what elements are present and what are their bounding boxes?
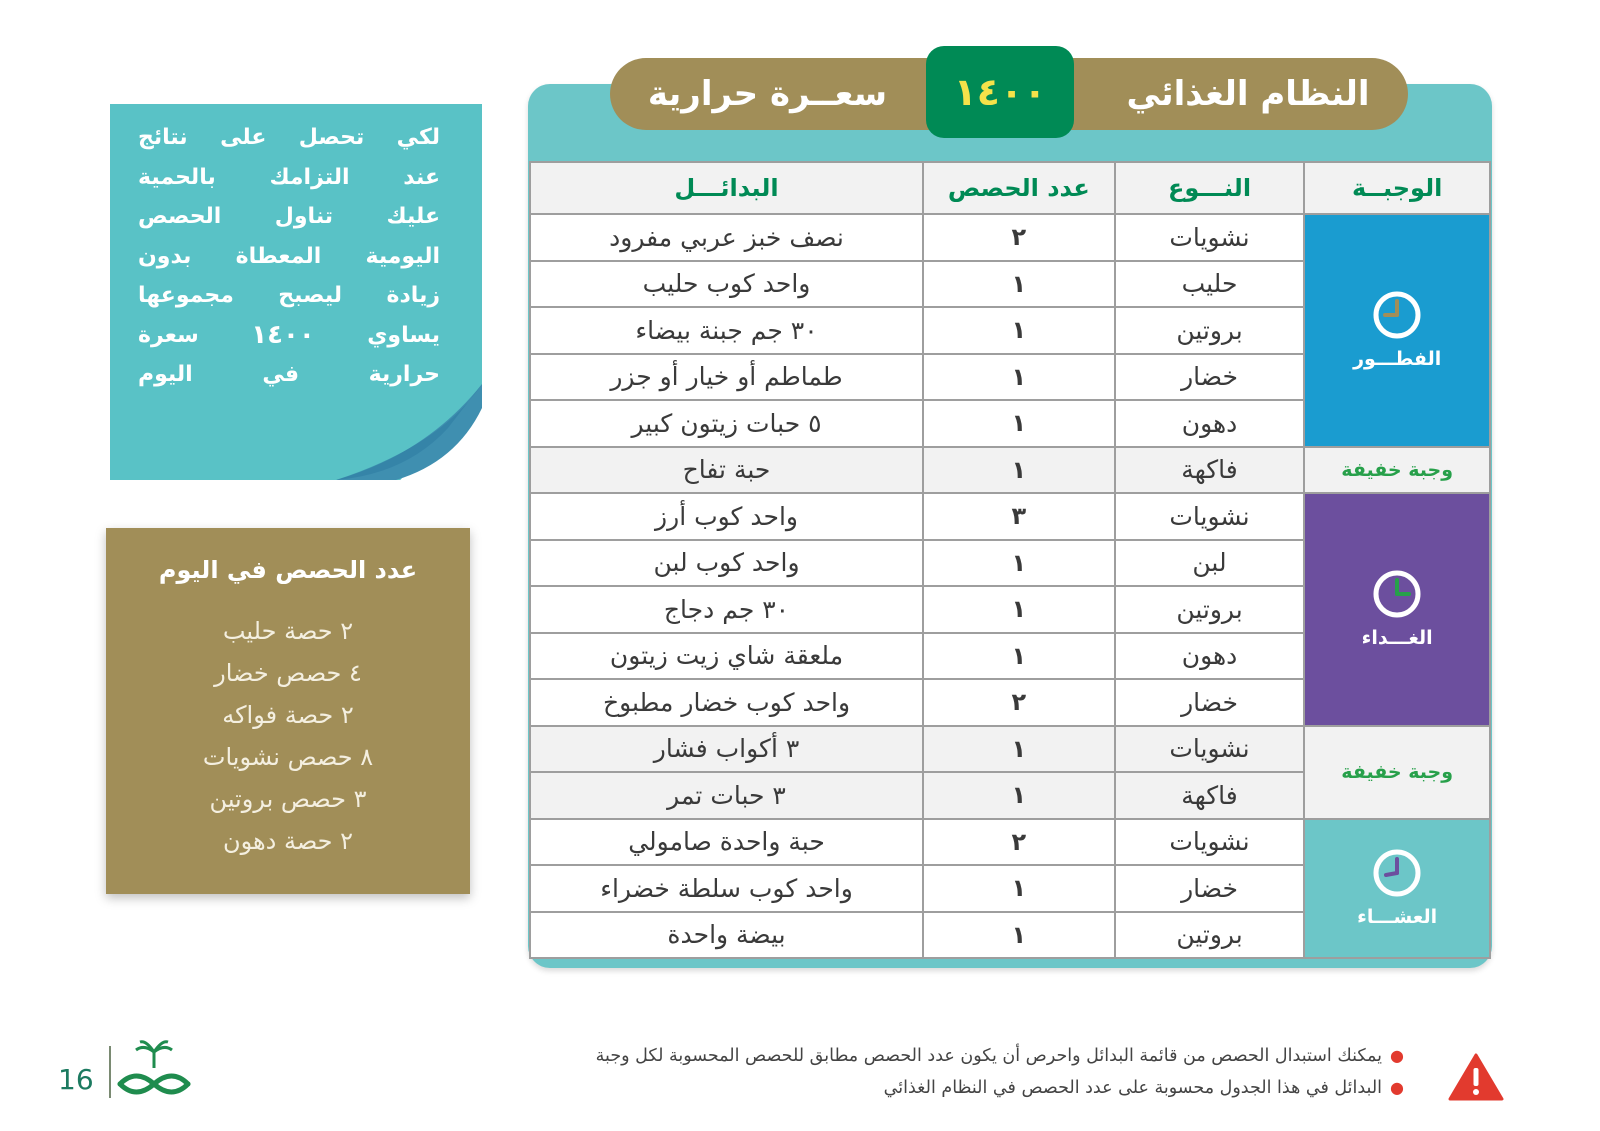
serving-count: ١: [923, 400, 1115, 447]
food-alternative: بيضة واحدة: [530, 912, 923, 959]
page-number: 16: [58, 1063, 94, 1096]
meal-cell-dinner: [1304, 819, 1490, 959]
serving-count: ١: [923, 865, 1115, 912]
serving-count: ١: [923, 726, 1115, 773]
ministry-logo-icon: [96, 1038, 192, 1100]
food-type: نشويات: [1115, 819, 1305, 866]
meal-cell-snack: وجبة خفيفة: [1304, 447, 1490, 494]
serving-count: ١: [923, 540, 1115, 587]
serving-item: ٢ حصة حليب: [222, 617, 354, 645]
footer-notes: [596, 1040, 1404, 1104]
table-row: [530, 447, 1490, 494]
serving-count: ١: [923, 772, 1115, 819]
food-type: نشويات: [1115, 214, 1305, 261]
page-curl-graphic: [336, 384, 482, 480]
meal-cell-breakfast: [1304, 214, 1490, 447]
advice-word: يساوي: [367, 322, 440, 348]
food-type: بروتين: [1115, 586, 1305, 633]
serving-count: ١: [923, 586, 1115, 633]
calories-label: سعــرة حرارية: [647, 74, 888, 114]
calories-badge: ١٤٠٠: [926, 46, 1074, 138]
table-row: [530, 214, 1490, 261]
serving-count: ١: [923, 633, 1115, 680]
meal-cell-lunch: [1304, 493, 1490, 726]
bullet-icon: ●: [1390, 1078, 1404, 1097]
serving-item: ٢ حصة فواكه: [222, 701, 354, 729]
food-alternative: واحد كوب حليب: [530, 261, 923, 308]
food-type: خضار: [1115, 865, 1305, 912]
food-type: لبن: [1115, 540, 1305, 587]
meal-label-dinner: العشـــاء: [1357, 906, 1438, 929]
clock-icon: [1372, 569, 1422, 619]
serving-count: ٢: [923, 679, 1115, 726]
servings-list: [106, 610, 470, 862]
column-header-alternatives: البدائـــل: [530, 162, 923, 214]
bullet-icon: ●: [1390, 1046, 1404, 1065]
food-alternative: واحد كوب سلطة خضراء: [530, 865, 923, 912]
diet-title: النظام الغذائي: [1126, 74, 1370, 114]
serving-item: ٢ حصة دهون: [222, 827, 354, 855]
meal-label-lunch: الغـــداء: [1361, 627, 1433, 650]
advice-line: [138, 316, 440, 356]
meal-label-breakfast: الفطـــور: [1353, 348, 1442, 371]
food-alternative: واحد كوب أرز: [530, 493, 923, 540]
serving-count: ١: [923, 354, 1115, 401]
food-alternative: حبة واحدة صامولي: [530, 819, 923, 866]
meal-cell-snack: وجبة خفيفة: [1304, 726, 1490, 819]
footer-note: [596, 1040, 1404, 1072]
table-row: [530, 726, 1490, 773]
warning-icon: [1448, 1052, 1504, 1102]
food-type: خضار: [1115, 679, 1305, 726]
serving-count: ٣: [923, 493, 1115, 540]
advice-line: زيادة ليصبح مجموعها: [138, 283, 440, 308]
footer-note: [596, 1072, 1404, 1104]
serving-item: ٤ حصص خضار: [214, 659, 362, 687]
diet-table: [529, 161, 1491, 959]
serving-count: ١: [923, 261, 1115, 308]
food-type: نشويات: [1115, 726, 1305, 773]
food-alternative: واحد كوب لبن: [530, 540, 923, 587]
food-type: دهون: [1115, 400, 1305, 447]
table-row: [530, 819, 1490, 866]
daily-servings-box: [106, 528, 470, 894]
serving-count: ١: [923, 912, 1115, 959]
footer-note-text: يمكنك استبدال الحصص من قائمة البدائل واحرص أن يكون عدد الحصص مطابق للحصص المحسوبة لكل وجبة: [595, 1046, 1383, 1066]
serving-count: ٢: [923, 214, 1115, 261]
food-type: بروتين: [1115, 912, 1305, 959]
food-type: حليب: [1115, 261, 1305, 308]
food-type: فاكهة: [1115, 447, 1305, 494]
clock-icon: [1372, 290, 1422, 340]
food-type: نشويات: [1115, 493, 1305, 540]
table-header-row: [530, 162, 1490, 214]
advice-line: عند التزامك بالحمية: [138, 164, 440, 190]
advice-line: اليومية المعطاة بدون: [138, 243, 440, 269]
clock-icon: [1372, 848, 1422, 898]
food-alternative: ٣٠ جم دجاج: [530, 586, 923, 633]
food-alternative: ٣ حبات تمر: [530, 772, 923, 819]
servings-title: عدد الحصص في اليوم: [158, 556, 418, 584]
advice-calories: ١٤٠٠: [251, 319, 315, 350]
food-type: دهون: [1115, 633, 1305, 680]
food-alternative: ٣ أكواب فشار: [530, 726, 923, 773]
advice-line: لكي تحصل على نتائج: [138, 125, 440, 150]
advice-line: عليك تناول الحصص: [138, 204, 440, 229]
table-row: [530, 493, 1490, 540]
serving-count: ١: [923, 307, 1115, 354]
food-alternative: ٣٠ جم جبنة بيضاء: [530, 307, 923, 354]
footer-note-text: البدائل في هذا الجدول محسوبة على عدد الحصص في النظام الغذائي: [883, 1078, 1383, 1098]
column-header-count: عدد الحصص: [923, 162, 1115, 214]
column-header-type: النـــوع: [1115, 162, 1305, 214]
food-type: بروتين: [1115, 307, 1305, 354]
food-alternative: حبة تفاح: [530, 447, 923, 494]
serving-item: ٣ حصص بروتين: [209, 785, 367, 813]
food-type: خضار: [1115, 354, 1305, 401]
serving-count: ١: [923, 447, 1115, 494]
advice-line: حرارية في اليوم: [138, 362, 440, 387]
food-alternative: طماطم أو خيار أو جزر: [530, 354, 923, 401]
serving-count: ٢: [923, 819, 1115, 866]
food-alternative: ٥ حبات زيتون كبير: [530, 400, 923, 447]
food-alternative: ملعقة شاي زيت زيتون: [530, 633, 923, 680]
food-alternative: واحد كوب خضار مطبوخ: [530, 679, 923, 726]
advice-word: سعرة: [138, 322, 199, 348]
food-alternative: نصف خبز عربي مفرود: [530, 214, 923, 261]
serving-item: ٨ حصص نشويات: [202, 743, 374, 771]
diet-advice-text: [138, 118, 440, 395]
food-type: فاكهة: [1115, 772, 1305, 819]
column-header-meal: الوجبــة: [1304, 162, 1490, 214]
